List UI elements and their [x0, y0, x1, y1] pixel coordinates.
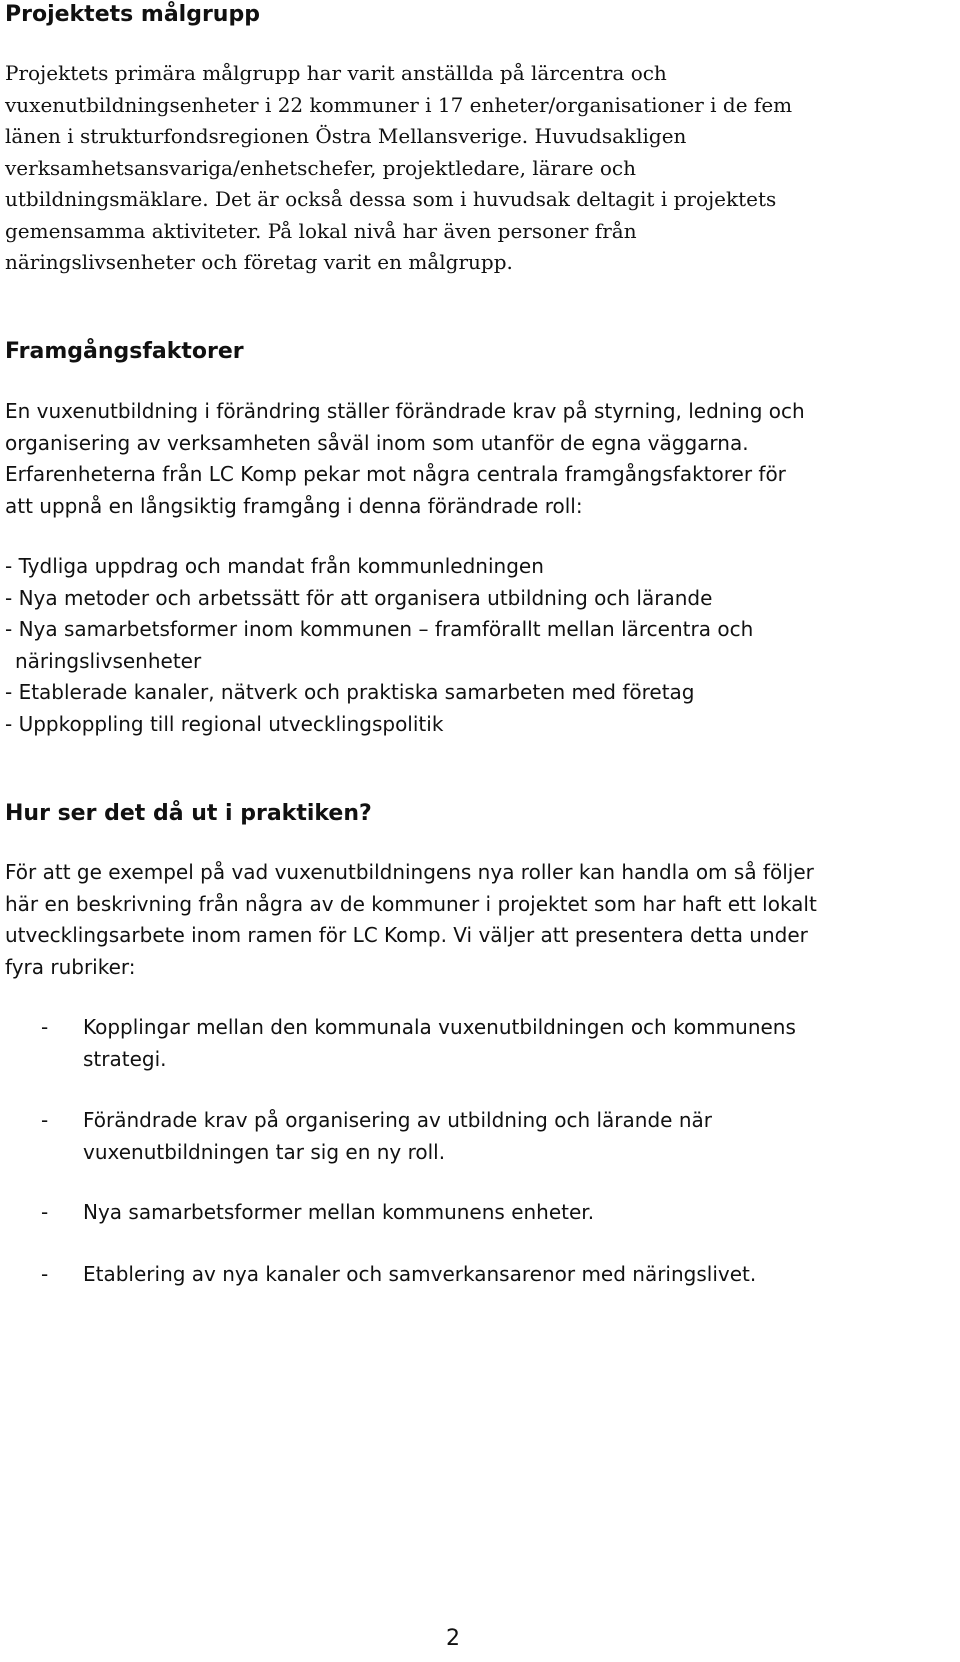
page-number: 2: [446, 1626, 460, 1651]
list-dash: -: [41, 1108, 49, 1132]
text-line: verksamhetsansvariga/enhetschefer, projektledare, lärare och: [5, 155, 637, 180]
heading-framgangsfaktorer: Framgångsfaktorer: [5, 339, 244, 364]
paragraph-malgrupp: [5, 58, 955, 279]
list-item: - Uppkoppling till regional utvecklingspolitik: [5, 711, 444, 736]
text-line: att uppnå en långsiktig framgång i denna förändrade roll:: [5, 493, 583, 518]
list-item: - Etablerade kanaler, nätverk och praktiska samarbeten med företag: [5, 680, 695, 704]
paragraph-framgangsfaktorer: [5, 396, 955, 522]
rubric-item: [5, 1012, 955, 1076]
text-line: näringslivsenheter och företag varit en målgrupp.: [5, 250, 513, 274]
text-line: gemensamma aktiviteter. På lokal nivå har även personer från: [5, 218, 637, 243]
rubric-text: strategi.: [83, 1046, 167, 1071]
text-line: Projektets primära målgrupp har varit anställda på lärcentra och: [5, 61, 667, 85]
heading-hur-ser-det-ut: Hur ser det då ut i praktiken?: [5, 801, 372, 826]
list-item-continuation: näringslivsenheter: [15, 648, 202, 673]
list-dash: -: [41, 1262, 49, 1286]
text-line: här en beskrivning från några av de kommuner i projektet som har haft ett lokalt: [5, 891, 817, 916]
rubric-text: Nya samarbetsformer mellan kommunens enheter.: [83, 1200, 595, 1224]
heading-projektets-malgrupp: Projektets målgrupp: [5, 2, 260, 27]
rubric-text: Förändrade krav på organisering av utbildning och lärande när: [83, 1108, 712, 1132]
text-line: länen i strukturfondsregionen Östra Mellansverige. Huvudsakligen: [5, 124, 687, 148]
text-line: En vuxenutbildning i förändring ställer förändrade krav på styrning, ledning och: [5, 399, 805, 423]
text-line: utvecklingsarbete inom ramen för LC Komp. Vi väljer att presentera detta under: [5, 923, 808, 947]
list-dash: -: [41, 1015, 49, 1039]
rubric-item: [5, 1259, 955, 1291]
rubric-text: Etablering av nya kanaler och samverkansarenor med näringslivet.: [83, 1262, 757, 1286]
rubric-item: [5, 1105, 955, 1169]
list-item: - Tydliga uppdrag och mandat från kommunledningen: [5, 554, 544, 578]
paragraph-praktiken: [5, 857, 955, 983]
rubric-text: vuxenutbildningen tar sig en ny roll.: [83, 1139, 446, 1164]
text-line: vuxenutbildningsenheter i 22 kommuner i 17 enheter/organisationer i de fem: [5, 92, 793, 117]
text-line: organisering av verksamheten såväl inom som utanför de egna väggarna.: [5, 430, 749, 455]
list-item: - Nya metoder och arbetssätt för att organisera utbildning och lärande: [5, 585, 713, 610]
list-item: - Nya samarbetsformer inom kommunen – framförallt mellan lärcentra och: [5, 617, 754, 641]
rubric-text: Kopplingar mellan den kommunala vuxenutbildningen och kommunens: [83, 1015, 796, 1039]
text-line: fyra rubriker:: [5, 954, 136, 979]
rubric-item: [5, 1197, 955, 1229]
factor-list: [5, 551, 955, 740]
list-dash: -: [41, 1200, 49, 1224]
text-line: För att ge exempel på vad vuxenutbildningens nya roller kan handla om så följer: [5, 860, 814, 884]
text-line: Erfarenheterna från LC Komp pekar mot några centrala framgångsfaktorer för: [5, 462, 786, 486]
text-line: utbildningsmäklare. Det är också dessa som i huvudsak deltagit i projektets: [5, 187, 777, 211]
